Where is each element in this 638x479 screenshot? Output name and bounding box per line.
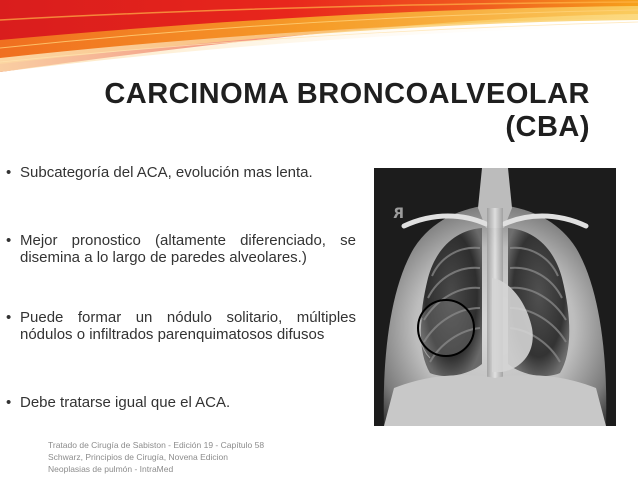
bullet-item — [6, 164, 356, 181]
bullet-item — [6, 309, 356, 343]
bullet-dot-icon: • — [6, 309, 12, 326]
bullet-item — [6, 394, 356, 411]
bullet-dot-icon: • — [6, 164, 12, 181]
slide-title: CARCINOMA BRONCOALVEOLAR (CBA) — [104, 78, 590, 143]
bullet-text: Puede formar un nódulo solitario, múltiples nódulos o infiltrados parenquimatosos difusos — [20, 309, 356, 343]
bullet-text: Mejor pronostico (altamente diferenciado, se disemina a lo largo de paredes alveolares.) — [20, 232, 356, 266]
reference-line: Neoplasias de pulmón - IntraMed — [48, 464, 174, 474]
reference-line: Tratado de Cirugía de Sabiston - Edición 19 - Capítulo 58 — [48, 440, 265, 450]
references — [48, 439, 308, 475]
reference-line: Schwarz, Principios de Cirugía, Novena Edicion — [48, 452, 229, 462]
bullet-text: Subcategoría del ACA, evolución mas lenta. — [20, 164, 313, 181]
chest-xray-image — [374, 168, 616, 426]
bullet-dot-icon: • — [6, 394, 12, 411]
bullet-text: Debe tratarse igual que el ACA. — [20, 394, 231, 411]
decorative-banner — [0, 0, 638, 80]
bullet-dot-icon: • — [6, 232, 12, 249]
bullet-item — [6, 232, 356, 266]
xray-side-marker: R — [393, 206, 404, 222]
